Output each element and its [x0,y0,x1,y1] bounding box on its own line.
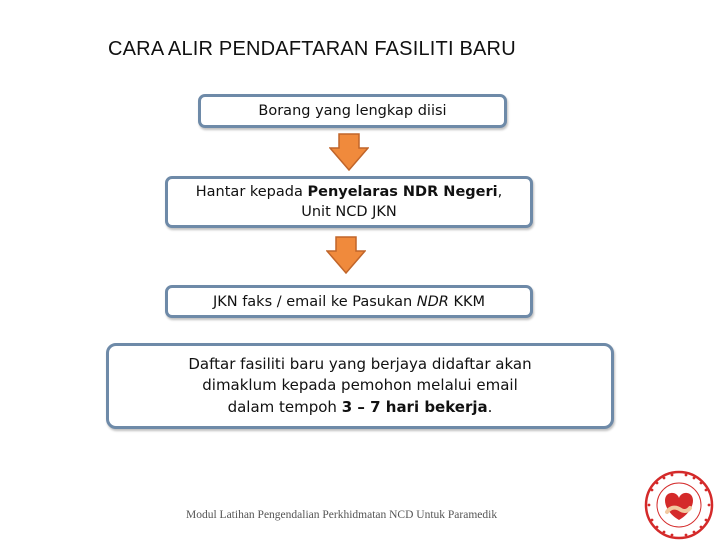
step-3-box [165,285,533,318]
step-3-text-end: KKM [448,293,486,310]
step-2-text-start: Hantar kepada [195,184,308,200]
step-1-box [198,94,507,128]
step-2-comma: , [497,184,503,200]
step-1-text: Borang yang lengkap diisi [258,103,447,119]
step-4-bold-text: 3 – 7 hari bekerja [341,397,488,416]
footer-text: Modul Latihan Pengendalian Perkhidmatan NCD Untuk Paramedik [186,509,498,521]
step-3-text-start: JKN faks / email ke Pasukan [212,293,417,310]
step-4-period: . [487,397,493,416]
kementerian-kesihatan-logo [640,470,718,540]
step-2-box [165,176,533,228]
step-4-text-line3-start: dalam tempoh [227,397,342,416]
step-4-text-line1: Daftar fasiliti baru yang berjaya didaftar akan [188,354,532,373]
step-4-text-line2: dimaklum kepada pemohon melalui email [202,376,518,395]
step-2-text-line2: Unit NCD JKN [301,204,397,220]
page-title: CARA ALIR PENDAFTARAN FASILITI BARU [108,38,516,60]
step-2-bold-text: Penyelaras NDR Negeri [307,184,498,200]
step-3-italic-text: NDR [416,293,449,310]
down-arrow-icon [329,133,369,171]
step-4-box [106,343,614,429]
down-arrow-icon [326,236,366,274]
